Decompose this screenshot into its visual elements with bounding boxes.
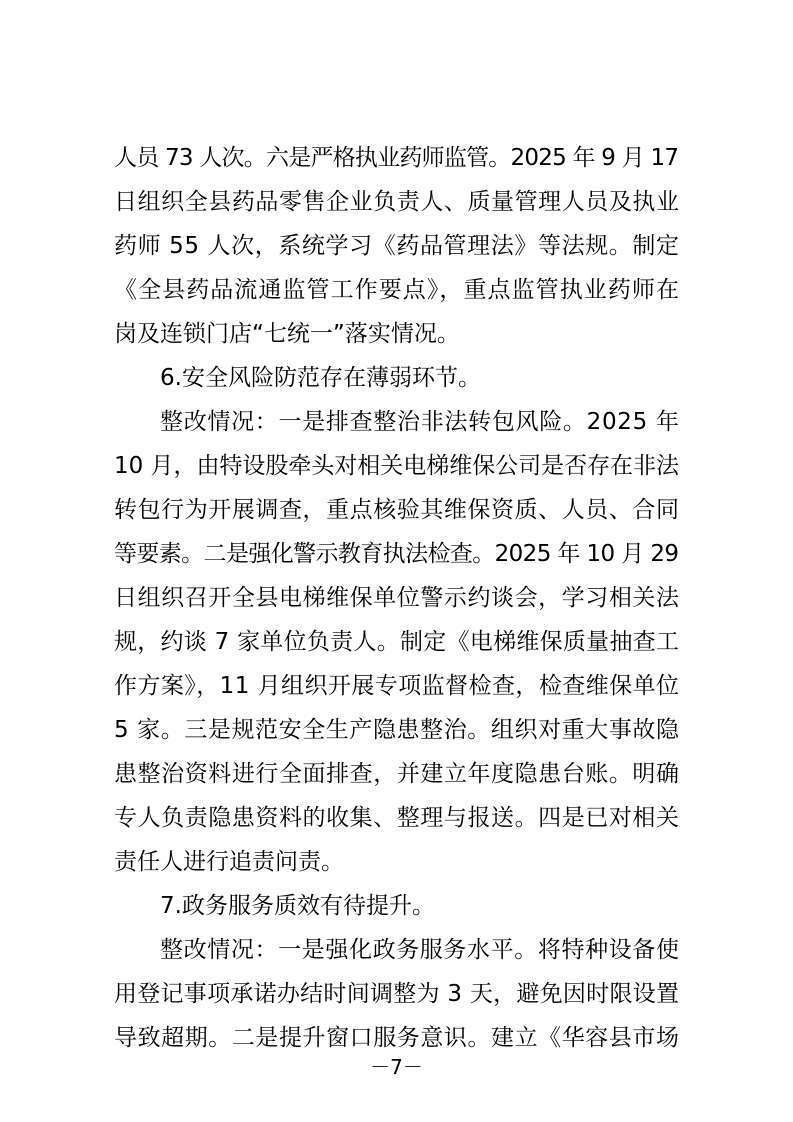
text-line [0,226,793,266]
line-text: 人员 73 人次。六是严格执业药师监管。2025 年 9 月 17 [114,145,679,171]
line-text: 日组织全县药品零售企业负责人、质量管理人员及执业 [114,189,680,215]
section-heading [0,886,793,926]
text-line [0,754,793,794]
line-text: 患整治资料进行全面排查，并建立年度隐患台账。明确 [114,761,680,787]
text-line [0,490,793,530]
line-text: 7.政务服务质效有待提升。 [160,893,435,919]
line-text: 岗及连锁门店“七统一”落实情况。 [114,321,460,347]
text-line [0,974,793,1014]
line-text: 转包行为开展调查，重点核验其维保资质、人员、合同 [114,497,680,523]
text-line [0,182,793,222]
section-heading [0,358,793,398]
line-text: 《全县药品流通监管工作要点》，重点监管执业药师在 [114,277,681,303]
line-text: 5 家。三是规范安全生产隐患整治。组织对重大事故隐 [114,717,680,743]
text-line [0,798,793,838]
line-text: 规，约谈 7 家单位负责人。制定《电梯维保质量抽查工 [114,629,680,655]
text-line [0,930,793,970]
line-text: 药师 55 人次，系统学习《药品管理法》等法规。制定 [114,233,680,259]
line-text: 整改情况：一是排查整治非法转包风险。2025 年 [160,409,680,435]
line-text: 专人负责隐患资料的收集、整理与报送。四是已对相关 [114,805,680,831]
line-text: 等要素。二是强化警示教育执法检查。2025 年 10 月 29 [114,541,679,567]
text-line [0,578,793,618]
page-number: －7－ [370,1055,423,1079]
text-line [0,666,793,706]
line-text: 日组织召开全县电梯维保单位警示约谈会，学习相关法 [114,585,680,611]
line-text: 6.安全风险防范存在薄弱环节。 [160,365,481,391]
line-text: 10 月，由特设股牵头对相关电梯维保公司是否存在非法 [114,453,679,479]
line-text: 作方案》，11 月组织开展专项监督检查，检查维保单位 [114,673,680,699]
text-line [0,710,793,750]
text-line [0,622,793,662]
line-text: 整改情况：一是强化政务服务水平。将特种设备使 [160,937,680,963]
line-text: 责任人进行追责问责。 [114,849,344,875]
text-line [0,138,793,178]
text-line [0,402,793,442]
text-line [0,446,793,486]
text-line [0,842,793,882]
text-line [0,270,793,310]
text-line [0,534,793,574]
line-text: 导致超期。二是提升窗口服务意识。建立《华容县市场 [114,1025,680,1051]
text-line [0,314,793,354]
line-text: 用登记事项承诺办结时间调整为 3 天，避免因时限设置 [114,981,680,1007]
